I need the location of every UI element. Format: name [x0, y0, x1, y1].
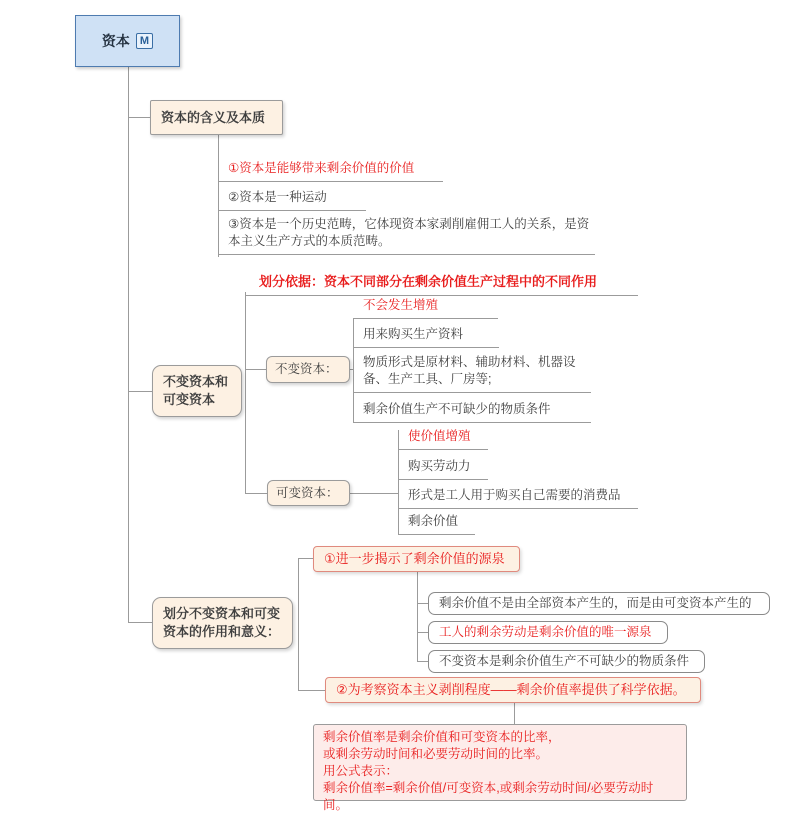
- node-variable-item-1[interactable]: 使价值增殖: [398, 425, 488, 450]
- node-point1-item-2[interactable]: [428, 621, 668, 644]
- node-division-significance[interactable]: [152, 597, 293, 649]
- node-label: ②为考察资本主义剥削程度——剩余价值率提供了科学依据。: [336, 682, 686, 698]
- node-label: 剩余价值不是由全部资本产生的，而是由可变资本产生的: [439, 596, 752, 611]
- connector-line: [245, 369, 266, 370]
- connector-trunk: [128, 67, 129, 623]
- node-variable-item-2[interactable]: 购买劳动力: [398, 455, 488, 480]
- node-label: ①进一步揭示了剩余价值的源泉: [324, 551, 505, 567]
- root-label: 资本: [101, 32, 130, 49]
- node-label: 资本的含义及本质: [161, 109, 266, 125]
- node-constant-variable-capital[interactable]: [152, 365, 242, 417]
- node-constant-item-2[interactable]: 用来购买生产资料: [353, 323, 499, 348]
- node-label: 不变资本：: [275, 362, 338, 377]
- node-label: 可变资本：: [276, 485, 339, 500]
- node-constant-item-3[interactable]: 物质形式是原材料、辅助材料、机器设备、生产工具、厂房等;: [353, 351, 591, 393]
- connector-line: [245, 292, 246, 494]
- connector-line: [298, 558, 299, 691]
- formula-line: 或剩余劳动时间和必要劳动时间的比率。: [323, 747, 549, 761]
- node-definition-3[interactable]: ③资本是一个历史范畴，它体现资本家剥削雇佣工人的关系，是资本主义生产方式的本质范畴。: [218, 213, 595, 255]
- connector-line: [128, 117, 150, 118]
- connector-line: [417, 572, 418, 661]
- node-label: 不变资本和可变资本: [163, 374, 229, 407]
- connector-line: [128, 391, 152, 392]
- root-node-capital[interactable]: [75, 15, 180, 67]
- node-definition-2[interactable]: ②资本是一种运动: [218, 186, 366, 211]
- formula-line: 剩余价值率=剩余价值/可变资本,或剩余劳动时间/必要劳动时间。: [323, 781, 654, 812]
- node-variable-item-4[interactable]: 剩余价值: [398, 510, 475, 535]
- node-constant-item-4[interactable]: 剩余价值生产不可缺少的物质条件: [353, 398, 591, 423]
- node-constant-capital[interactable]: [266, 356, 350, 383]
- node-definition-1[interactable]: ①资本是能够带来剩余价值的价值: [218, 157, 443, 182]
- connector-line: [350, 493, 398, 494]
- formula-line: 剩余价值率是剩余价值和可变资本的比率，: [323, 730, 561, 744]
- connector-line: [298, 690, 325, 691]
- node-surplus-value-rate-formula[interactable]: [313, 724, 687, 812]
- node-label: 划分不变资本和可变资本的作用和意义：: [163, 606, 281, 639]
- node-point2-surplus-value-rate[interactable]: [325, 677, 701, 703]
- node-constant-item-1[interactable]: 不会发生增殖: [353, 294, 498, 319]
- connector-line: [245, 493, 267, 494]
- marker-m-badge: M: [136, 33, 153, 49]
- node-variable-capital[interactable]: [267, 480, 350, 506]
- connector-line: [417, 661, 428, 662]
- connector-line: [298, 558, 313, 559]
- node-meaning-essence[interactable]: [150, 100, 283, 135]
- formula-line: 用公式表示：: [323, 764, 399, 778]
- connector-line: [417, 603, 428, 604]
- node-variable-item-3[interactable]: 形式是工人用于购买自己需要的消费品: [398, 484, 638, 509]
- connector-line: [128, 622, 152, 623]
- node-point1-source-of-surplus-value[interactable]: [313, 546, 520, 572]
- node-point1-item-1[interactable]: [428, 592, 770, 615]
- node-point1-item-3[interactable]: [428, 650, 705, 673]
- connector-line: [514, 703, 515, 724]
- node-label: 工人的剩余劳动是剩余价值的唯一源泉: [439, 625, 652, 640]
- node-label: 不变资本是剩余价值生产不可缺少的物质条件: [439, 654, 690, 669]
- node-division-basis[interactable]: 划分依据：资本不同部分在剩余价值生产过程中的不同作用: [245, 270, 638, 296]
- connector-line: [417, 632, 428, 633]
